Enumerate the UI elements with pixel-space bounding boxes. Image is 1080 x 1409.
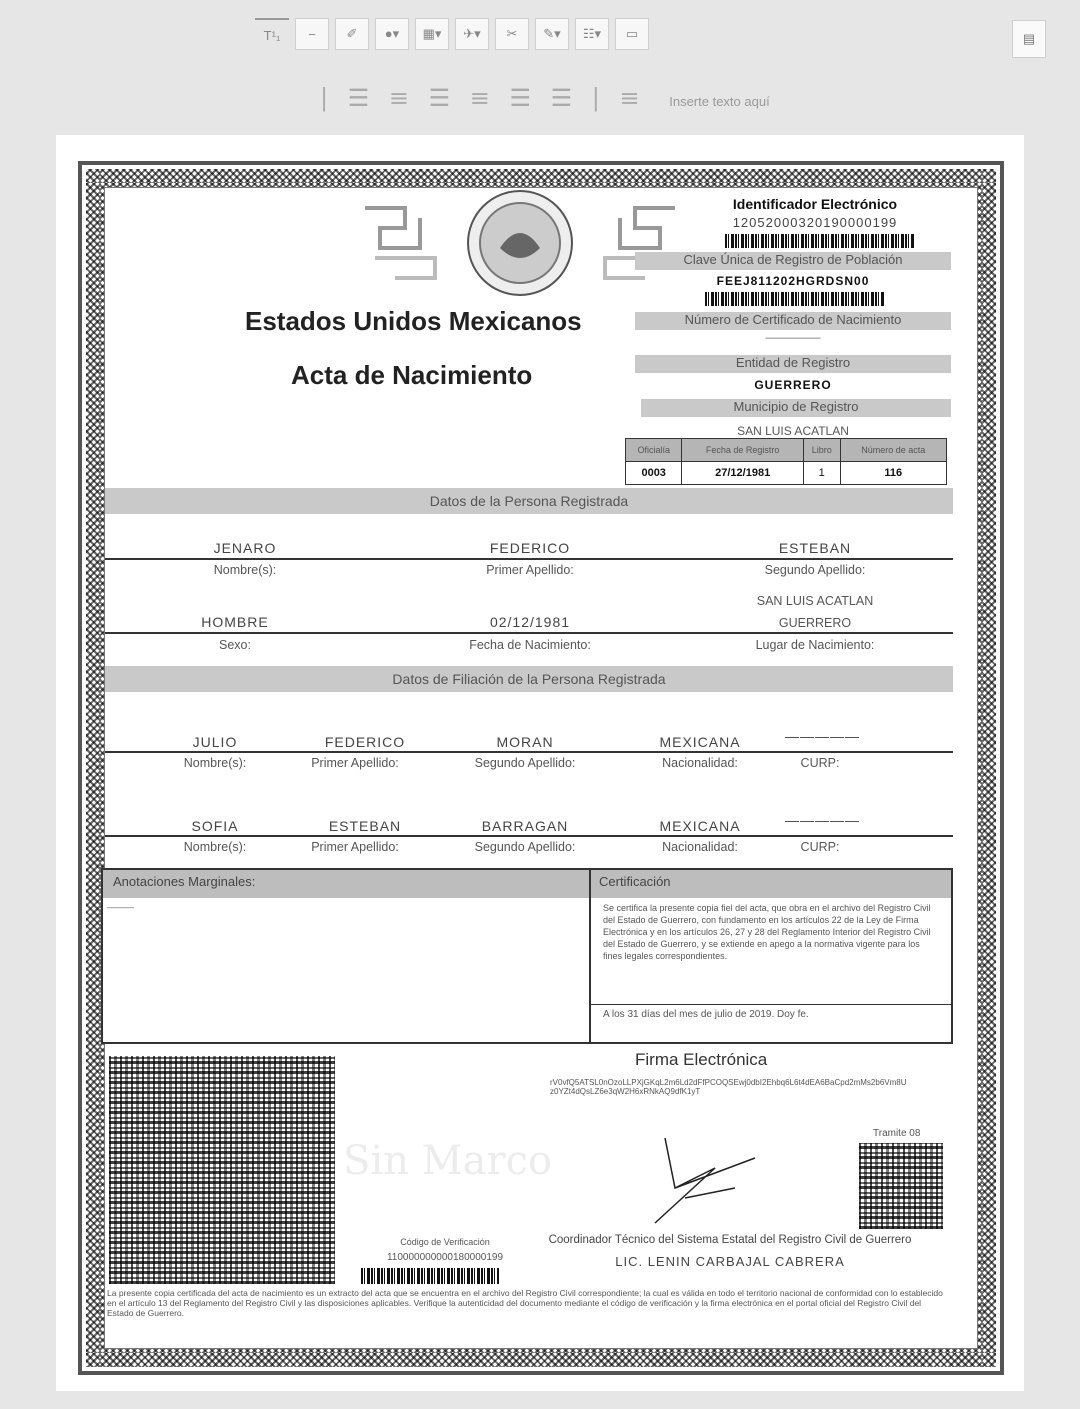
certification-title: Certificación — [591, 870, 951, 898]
verification-barcode — [361, 1268, 499, 1284]
document-title: Acta de Nacimiento — [291, 360, 533, 390]
divider — [105, 751, 953, 753]
panel-toggle-button[interactable]: ▤ — [1012, 20, 1046, 58]
nationality-label: Nacionalidad: — [662, 840, 738, 854]
watermark-text: Sin Marco — [343, 1138, 553, 1184]
birth-certificate — [78, 161, 1004, 1375]
registry-table — [625, 438, 947, 485]
alignment-icons[interactable]: | ☰ ≡ ☰ ≡ ☰ ☰ | ≡ — [320, 84, 646, 112]
editor-toolbar — [255, 18, 649, 54]
registry-header: Libro — [803, 439, 840, 462]
electronic-id-title: Identificador Electrónico — [732, 196, 898, 212]
verification-code-label: Código de Verificación — [400, 1237, 490, 1247]
procedure-label: Tramite 08 — [873, 1128, 921, 1139]
curp-label: CURP: — [800, 756, 840, 770]
signature-title: Firma Electrónica — [635, 1050, 768, 1069]
divider — [105, 835, 953, 837]
last-name-2-label: Segundo Apellido: — [474, 840, 576, 854]
mother-last-name-1: ESTEBAN — [328, 818, 402, 834]
officer-title: Coordinador Técnico del Sistema Estatal del Registro Civil de Guerrero — [548, 1234, 912, 1246]
birth-place-line2: GUERRERO — [778, 616, 852, 630]
registry-value: 116 — [840, 462, 947, 485]
certification-date: A los 31 días del mes de julio de 2019. Doy fe. — [591, 1004, 951, 1024]
state-label: Entidad de Registro — [635, 355, 951, 373]
verification-code: 110000000000180000199 — [386, 1252, 504, 1263]
person-birth-date: 02/12/1981 — [489, 614, 571, 630]
municipality-label: Municipio de Registro — [641, 399, 951, 417]
municipality-value: SAN LUIS ACATLAN — [737, 424, 849, 438]
minus-icon[interactable]: − — [295, 18, 329, 50]
father-nationality: MEXICANA — [659, 734, 741, 750]
country-title: Estados Unidos Mexicanos — [245, 306, 582, 336]
certificate-number-label: Número de Certificado de Nacimiento — [635, 312, 951, 330]
birth-date-label: Fecha de Nacimiento: — [469, 638, 591, 652]
registry-value: 1 — [803, 462, 840, 485]
person-sex: HOMBRE — [201, 614, 269, 630]
birth-place-label: Lugar de Nacimiento: — [755, 638, 875, 652]
id-barcode — [725, 234, 915, 248]
registry-value: 27/12/1981 — [682, 462, 804, 485]
layout-dropdown-button[interactable]: ☷▾ — [575, 18, 609, 50]
curp-barcode — [705, 292, 885, 306]
curp-label: Clave Única de Registro de Población — [635, 252, 951, 270]
father-last-name-2: MORAN — [496, 734, 554, 750]
annotations-content: ——— — [107, 902, 134, 912]
certificate-number-value: ————— — [765, 332, 821, 344]
annotations-title: Anotaciones Marginales: — [103, 870, 589, 898]
registry-value: 0003 — [626, 462, 682, 485]
father-last-name-1: FEDERICO — [324, 734, 406, 750]
registry-header: Fecha de Registro — [682, 439, 804, 462]
footer-note: La presente copia certificada del acta de nacimiento es un extracto del acta que se encuentra en el archivo del Registro Civil correspondiente; la cual es válida en todo el territorio nacional de conformidad con lo establecido en el artículo 13 del Reglamento del Registro Civil y las disposiciones aplicables. Verifique la autenticidad del documento mediante el código de verificación y la firma electrónica en el portal oficial del Registro Civil del Estado de Guerrero. — [107, 1288, 943, 1318]
certification-text: Se certifica la presente copia fiel del acta, que obra en el archivo del Registro Civil del Estado de Guerrero, con fundamento en los artículos 22 de la Ley de Firma Electrónica y en los artículos 26, 27 y 28 del Reglamento Interior del Registro Civil del Estado de Guerrero, y se extiende en apego a la normativa vigente para los fines legales correspondientes. — [603, 903, 931, 961]
last-name-2-label: Segundo Apellido: — [764, 563, 866, 577]
birth-place-line1: SAN LUIS ACATLAN — [756, 594, 874, 608]
first-name-label: Nombre(s): — [213, 563, 277, 577]
nationality-label: Nacionalidad: — [662, 756, 738, 770]
mother-curp: ————— — [785, 812, 860, 828]
registry-header: Oficialía — [626, 439, 682, 462]
person-first-name: JENARO — [213, 540, 277, 556]
verification-qr-code — [109, 1056, 335, 1284]
father-name: JULIO — [192, 734, 238, 750]
mother-name: SOFIA — [191, 818, 239, 834]
certification-box — [589, 868, 953, 1044]
last-name-1-label: Primer Apellido: — [486, 563, 574, 577]
parents-section-title: Datos de Filiación de la Persona Registrada — [105, 666, 953, 692]
state-value: GUERRERO — [754, 378, 832, 392]
person-section-title: Datos de la Persona Registrada — [105, 488, 953, 514]
shape-dropdown-button[interactable]: ✈▾ — [455, 18, 489, 50]
sex-label: Sexo: — [219, 638, 251, 652]
signature-mark-icon — [645, 1128, 775, 1228]
registry-header: Número de acta — [840, 439, 947, 462]
last-name-2-label: Segundo Apellido: — [474, 756, 576, 770]
certificate-body — [104, 187, 978, 1349]
cut-icon[interactable]: ✂ — [495, 18, 529, 50]
father-curp: ————— — [785, 728, 860, 744]
curp-value: FEEJ811202HGRDSN00 — [716, 274, 870, 288]
curp-label: CURP: — [800, 840, 840, 854]
last-name-1-label: Primer Apellido: — [311, 840, 399, 854]
electronic-id-value: 12052000320190000199 — [732, 215, 898, 230]
color-dropdown-button[interactable]: ●▾ — [375, 18, 409, 50]
mother-nationality: MEXICANA — [659, 818, 741, 834]
signature-qr-code — [859, 1143, 943, 1229]
divider — [105, 632, 953, 634]
officer-name: LIC. LENIN CARBAJAL CABRERA — [615, 1254, 845, 1269]
format-bar — [320, 84, 770, 112]
mother-last-name-2: BARRAGAN — [481, 818, 569, 834]
document-page — [56, 135, 1024, 1391]
signature-hash: rV0vfQ5ATSL0nOzoLLPXjGKqL2m6Ld2dFfPCOQSEwj0dbI2Ehbq6L6t4dEA6BaCpd2mMs2b6Vm8Uz0YZt4dQsLZ6e3qW2H6xRNkAQ9dfK1yT — [550, 1078, 907, 1096]
person-last-name-2: ESTEBAN — [778, 540, 852, 556]
frame-icon[interactable]: ▭ — [615, 18, 649, 50]
pencil-icon[interactable]: ✐ — [335, 18, 369, 50]
text-input-placeholder[interactable]: Inserte texto aquí — [669, 94, 770, 109]
text-style-button[interactable]: T¹₁ — [255, 18, 289, 50]
image-dropdown-button[interactable]: ▦▾ — [415, 18, 449, 50]
last-name-1-label: Primer Apellido: — [311, 756, 399, 770]
name-label: Nombre(s): — [183, 756, 247, 770]
name-label: Nombre(s): — [183, 840, 247, 854]
annotations-box — [101, 868, 591, 1044]
person-last-name-1: FEDERICO — [489, 540, 571, 556]
highlight-dropdown-button[interactable]: ✎▾ — [535, 18, 569, 50]
divider — [105, 558, 953, 560]
